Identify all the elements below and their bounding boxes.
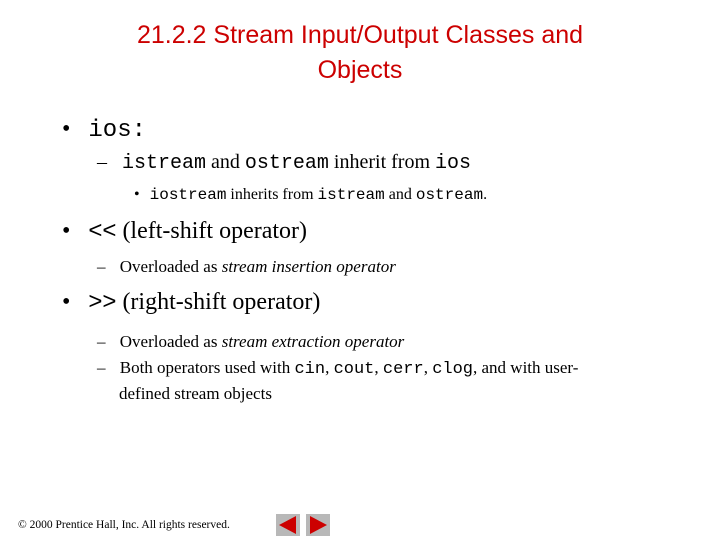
sub-text: Overloaded as bbox=[119, 257, 222, 276]
insertion-operator-term: stream insertion operator bbox=[221, 257, 396, 276]
ostream-code: ostream bbox=[244, 152, 329, 175]
cerr-code: cerr bbox=[382, 360, 424, 379]
ios-code: ios: bbox=[88, 117, 147, 144]
sub-bullet-extraction bbox=[97, 332, 404, 352]
bullet-ios bbox=[62, 116, 146, 144]
clog-code: clog bbox=[432, 360, 473, 379]
title-line-1: 21.2.2 Stream Input/Output Classes and bbox=[136, 21, 584, 49]
dash-marker: – bbox=[97, 257, 106, 276]
sub-bullet-continuation: defined stream objects bbox=[119, 384, 272, 403]
cin-code: cin bbox=[294, 360, 326, 379]
left-shift-text: (left-shift operator) bbox=[116, 218, 308, 244]
next-slide-button[interactable] bbox=[306, 514, 330, 536]
bullet-right-shift bbox=[62, 288, 320, 316]
right-shift-text: (right-shift operator) bbox=[116, 289, 321, 315]
triangle-right-icon bbox=[306, 514, 330, 536]
bullet-left-shift bbox=[62, 217, 307, 245]
separator: , bbox=[374, 358, 383, 377]
slide-title bbox=[0, 18, 720, 88]
sub-bullet-ios-inheritance bbox=[97, 151, 471, 175]
dash-marker: – bbox=[97, 332, 106, 351]
left-shift-symbol: << bbox=[88, 217, 117, 244]
sub-bullet-insertion bbox=[97, 257, 396, 277]
sub-bullet-stream-objects bbox=[97, 358, 578, 379]
sub-sub-bullet-iostream bbox=[134, 186, 487, 204]
sub-text: Overloaded as bbox=[119, 332, 222, 351]
title-line-2: Objects bbox=[317, 56, 403, 84]
bullet-marker: • bbox=[62, 218, 71, 244]
separator: , bbox=[423, 358, 433, 377]
sub-text: and bbox=[384, 186, 416, 203]
bullet-marker: • bbox=[62, 289, 71, 315]
bullet-marker: • bbox=[134, 186, 140, 203]
sub-text: Both operators used with bbox=[119, 358, 295, 377]
copyright-footer: © 2000 Prentice Hall, Inc. All rights reserved. bbox=[18, 519, 230, 531]
sub-text: inherit from bbox=[328, 151, 436, 173]
separator: , bbox=[325, 358, 334, 377]
dash-marker: – bbox=[97, 358, 106, 377]
cout-code: cout bbox=[333, 360, 375, 379]
triangle-left-icon bbox=[276, 514, 300, 536]
sub-text: , and with user- bbox=[473, 358, 579, 377]
dash-marker: – bbox=[97, 151, 107, 173]
previous-slide-button[interactable] bbox=[276, 514, 300, 536]
sub-text: and bbox=[206, 151, 245, 173]
ios-code: ios bbox=[435, 152, 472, 175]
ostream-code: ostream bbox=[415, 186, 484, 204]
istream-code: istream bbox=[317, 186, 385, 204]
bullet-marker: • bbox=[62, 116, 71, 142]
sub-text: inherits from bbox=[226, 186, 318, 203]
extraction-operator-term: stream extraction operator bbox=[221, 332, 405, 351]
sub-text: . bbox=[483, 186, 488, 203]
iostream-code: iostream bbox=[149, 186, 227, 204]
right-shift-symbol: >> bbox=[88, 288, 117, 315]
istream-code: istream bbox=[122, 152, 207, 175]
